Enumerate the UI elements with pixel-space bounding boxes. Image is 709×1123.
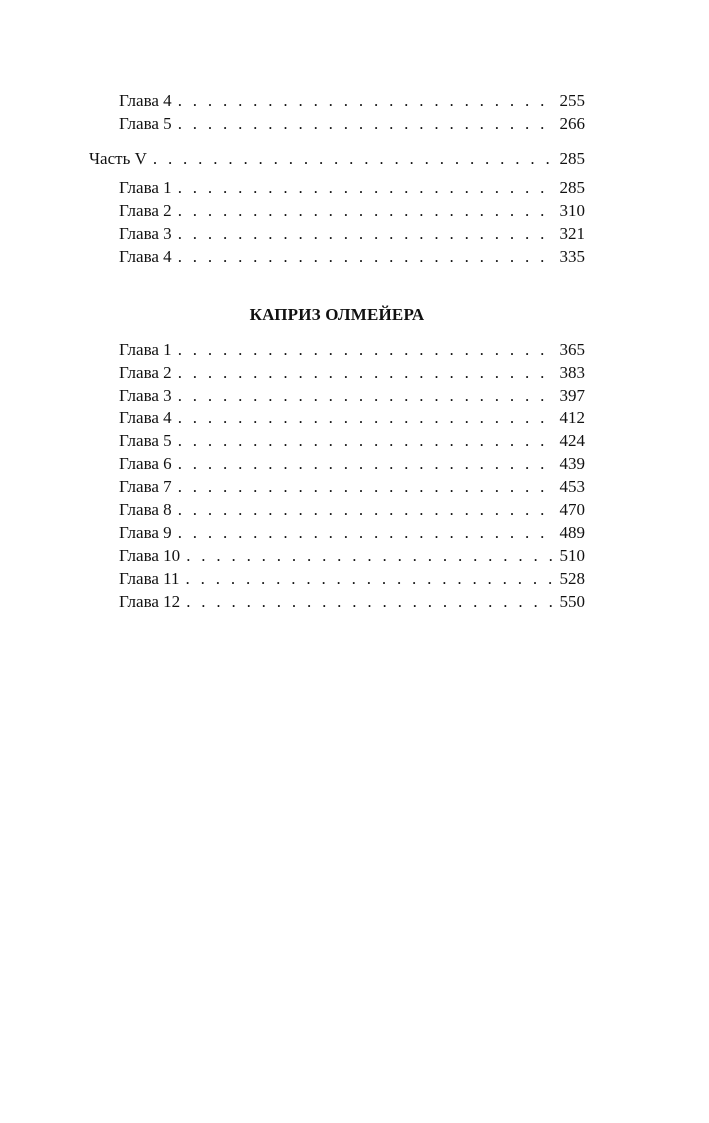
toc-leader-dots bbox=[178, 475, 556, 498]
toc-entry-page: 321 bbox=[559, 224, 585, 243]
toc-part-page: 285 bbox=[559, 149, 585, 168]
toc-leader-dots bbox=[186, 590, 555, 613]
toc-leader-dots bbox=[186, 544, 555, 567]
toc-entry-label: Глава 2 bbox=[119, 363, 172, 382]
toc-entry-label: Глава 1 bbox=[119, 178, 172, 197]
toc-leader-dots bbox=[178, 222, 556, 245]
toc-leader-dots bbox=[178, 338, 556, 361]
toc-entry[interactable] bbox=[119, 245, 585, 268]
toc-entry-page: 439 bbox=[559, 454, 585, 473]
toc-entry-page: 397 bbox=[559, 386, 585, 405]
toc-entry[interactable] bbox=[119, 590, 585, 613]
toc-entry-page: 470 bbox=[559, 500, 585, 519]
toc-entry-label: Глава 9 bbox=[119, 523, 172, 542]
toc-entry[interactable] bbox=[119, 384, 585, 407]
toc-leader-dots bbox=[178, 245, 556, 268]
toc-part-entry[interactable] bbox=[89, 147, 585, 170]
toc-leader-dots bbox=[178, 176, 556, 199]
toc-entry-page: 383 bbox=[559, 363, 585, 382]
toc-entry-page: 255 bbox=[559, 91, 585, 110]
toc-entry[interactable] bbox=[119, 112, 585, 135]
toc-entry-label: Глава 7 bbox=[119, 477, 172, 496]
toc-leader-dots bbox=[178, 384, 556, 407]
toc-entry[interactable] bbox=[119, 338, 585, 361]
toc-entry-page: 266 bbox=[559, 114, 585, 133]
toc-entry-page: 335 bbox=[559, 247, 585, 266]
toc-entry-label: Глава 4 bbox=[119, 408, 172, 427]
toc-leader-dots bbox=[178, 361, 556, 384]
toc-entry-label: Глава 8 bbox=[119, 500, 172, 519]
toc-leader-dots bbox=[178, 406, 556, 429]
toc-entry-page: 528 bbox=[559, 569, 585, 588]
toc-leader-dots bbox=[178, 199, 556, 222]
toc-entry-label: Глава 5 bbox=[119, 431, 172, 450]
toc-entry[interactable] bbox=[119, 521, 585, 544]
toc-entry[interactable] bbox=[119, 452, 585, 475]
toc-entry[interactable] bbox=[119, 406, 585, 429]
toc-entry[interactable] bbox=[119, 361, 585, 384]
toc-entry-label: Глава 6 bbox=[119, 454, 172, 473]
toc-entry-page: 550 bbox=[559, 592, 585, 611]
toc-entry-page: 412 bbox=[559, 408, 585, 427]
toc-entry-page: 310 bbox=[559, 201, 585, 220]
section-title: КАПРИЗ ОЛМЕЙЕРА bbox=[249, 305, 425, 324]
toc-entry-label: Глава 10 bbox=[119, 546, 181, 565]
toc-part-label: Часть V bbox=[89, 149, 147, 168]
toc-entry-page: 453 bbox=[559, 477, 585, 496]
toc-entry-page: 489 bbox=[559, 523, 585, 542]
toc-leader-dots bbox=[186, 567, 556, 590]
toc-entry[interactable] bbox=[119, 475, 585, 498]
toc-entry-label: Глава 1 bbox=[119, 340, 172, 359]
toc-entry-label: Глава 3 bbox=[119, 224, 172, 243]
toc-entry[interactable] bbox=[119, 544, 585, 567]
toc-entry-label: Глава 3 bbox=[119, 386, 172, 405]
toc-leader-dots bbox=[178, 429, 556, 452]
toc-entry-page: 424 bbox=[559, 431, 585, 450]
toc-leader-dots bbox=[178, 452, 556, 475]
toc-entry-label: Глава 4 bbox=[119, 247, 172, 266]
toc-entry[interactable] bbox=[119, 498, 585, 521]
toc-leader-dots bbox=[153, 147, 556, 170]
toc-entry-label: Глава 4 bbox=[119, 91, 172, 110]
toc-entry[interactable] bbox=[119, 176, 585, 199]
toc-entry-page: 285 bbox=[559, 178, 585, 197]
toc-entry-label: Глава 11 bbox=[119, 569, 180, 588]
toc-entry-page: 510 bbox=[559, 546, 585, 565]
toc-leader-dots bbox=[178, 112, 556, 135]
toc-entry[interactable] bbox=[119, 222, 585, 245]
toc-entry[interactable] bbox=[119, 199, 585, 222]
toc-entry[interactable] bbox=[119, 429, 585, 452]
toc-leader-dots bbox=[178, 521, 556, 544]
toc-leader-dots bbox=[178, 89, 556, 112]
toc-entry-page: 365 bbox=[559, 340, 585, 359]
toc-entry-label: Глава 2 bbox=[119, 201, 172, 220]
toc-entry[interactable] bbox=[119, 567, 585, 590]
toc-leader-dots bbox=[178, 498, 556, 521]
toc-entry-label: Глава 12 bbox=[119, 592, 181, 611]
toc-entry[interactable] bbox=[119, 89, 585, 112]
toc-entry-label: Глава 5 bbox=[119, 114, 172, 133]
